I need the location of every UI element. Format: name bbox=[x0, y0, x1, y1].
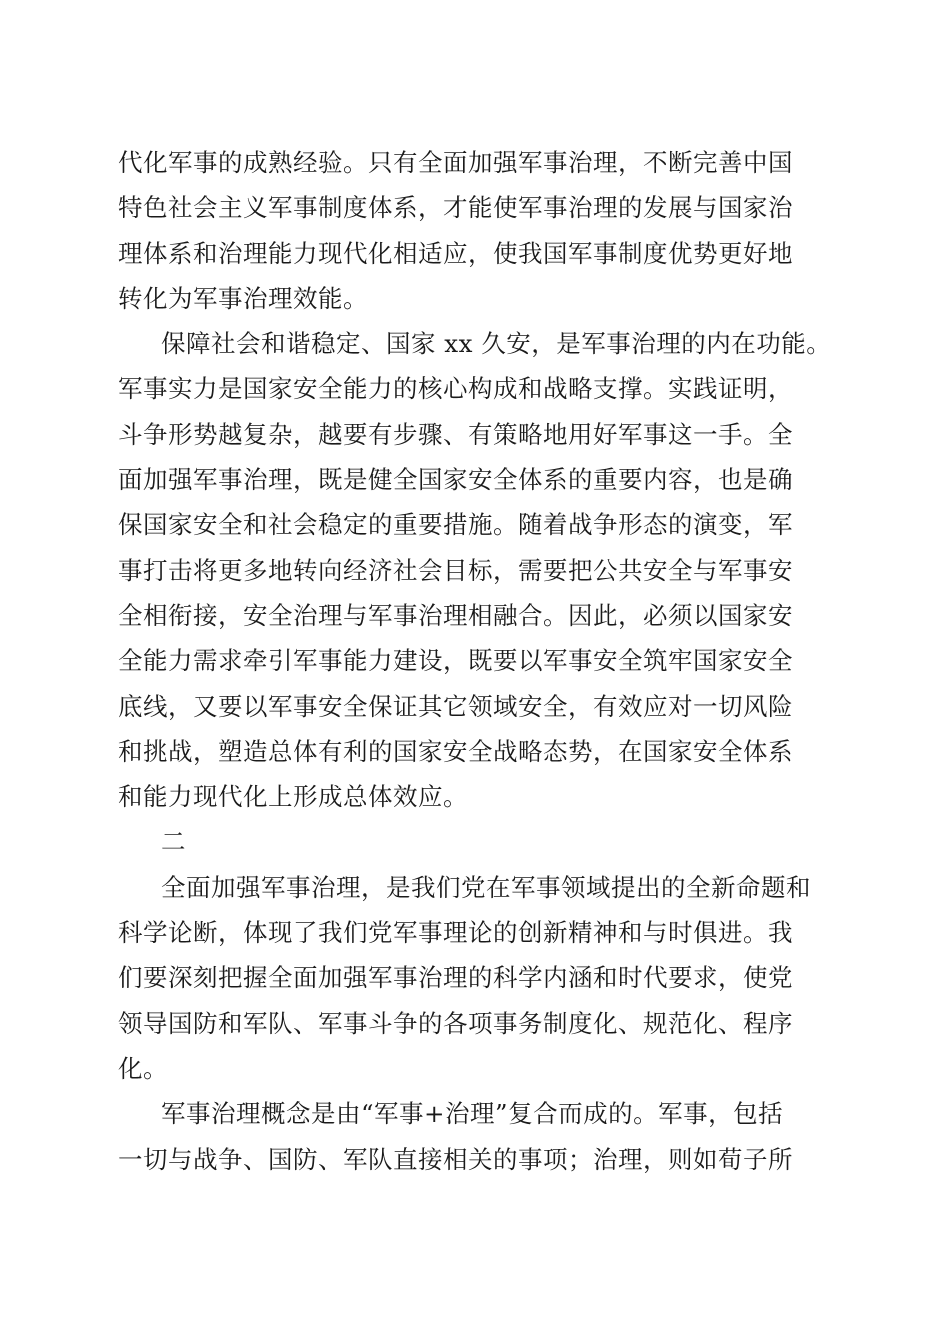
text-line: 事打击将更多地转向经济社会目标，需要把公共安全与军事安 bbox=[118, 555, 793, 585]
section-heading: 二 bbox=[161, 827, 186, 857]
text-line: 们要深刻把握全面加强军事治理的科学内涵和时代要求，使党 bbox=[118, 963, 793, 993]
paragraph-start-line: 军事治理概念是由“军事+治理”复合而成的。军事，包括 bbox=[161, 1099, 784, 1129]
text-line: 保国家安全和社会稳定的重要措施。随着战争形态的演变，军 bbox=[118, 510, 793, 540]
paragraph-start-line: 保障社会和谐稳定、国家 xx 久安，是军事治理的内在功能。 bbox=[161, 329, 832, 359]
text-line: 领导国防和军队、军事斗争的各项事务制度化、规范化、程序 bbox=[118, 1008, 793, 1038]
text-line: 和能力现代化上形成总体效应。 bbox=[118, 782, 468, 812]
text-line: 底线，又要以军事安全保证其它领域安全，有效应对一切风险 bbox=[118, 691, 793, 721]
text-line: 特色社会主义军事制度体系，才能使军事治理的发展与国家治 bbox=[118, 193, 793, 223]
document-body bbox=[118, 140, 838, 1182]
text-line: 全相衔接，安全治理与军事治理相融合。因此，必须以国家安 bbox=[118, 600, 793, 630]
text-line: 代化军事的成熟经验。只有全面加强军事治理，不断完善中国 bbox=[118, 148, 793, 177]
text-line: 和挑战，塑造总体有利的国家安全战略态势，在国家安全体系 bbox=[118, 736, 793, 766]
text-line: 面加强军事治理，既是健全国家安全体系的重要内容，也是确 bbox=[118, 465, 793, 495]
text-line: 一切与战争、国防、军队直接相关的事项；治理，则如荀子所 bbox=[118, 1144, 793, 1174]
text-line: 理体系和治理能力现代化相适应，使我国军事制度优势更好地 bbox=[118, 238, 793, 268]
text-line: 斗争形势越复杂，越要有步骤、有策略地用好军事这一手。全 bbox=[118, 419, 793, 449]
text-line: 转化为军事治理效能。 bbox=[118, 283, 368, 313]
text-line: 全能力需求牵引军事能力建设，既要以军事安全筑牢国家安全 bbox=[118, 646, 793, 676]
text-line: 科学论断，体现了我们党军事理论的创新精神和与时俱进。我 bbox=[118, 918, 793, 948]
text-line: 化。 bbox=[118, 1053, 168, 1083]
paragraph-start-line: 全面加强军事治理，是我们党在军事领域提出的全新命题和 bbox=[161, 872, 811, 902]
text-line: 军事实力是国家安全能力的核心构成和战略支撑。实践证明， bbox=[118, 374, 793, 404]
